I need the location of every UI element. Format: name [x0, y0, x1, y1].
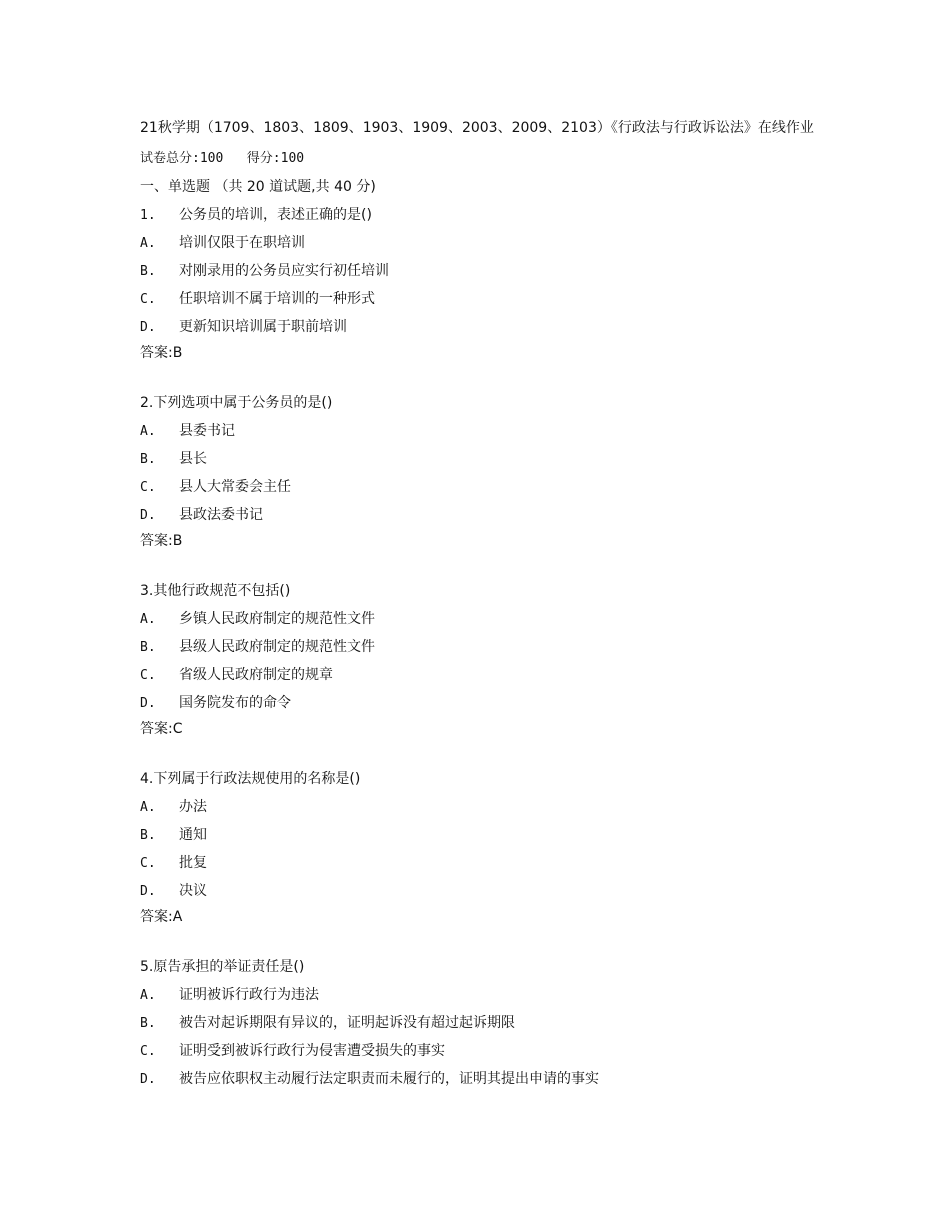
option-text: 培训仅限于在职培训	[179, 235, 305, 251]
option-letter: D.	[140, 508, 156, 523]
option-letter: A.	[140, 236, 156, 251]
option-text: 县委书记	[179, 423, 235, 439]
option-letter: C.	[140, 856, 156, 871]
option-letter: B.	[140, 1016, 156, 1031]
option-text: 证明受到被诉行政行为侵害遭受损失的事实	[179, 1043, 445, 1059]
question-number: 5.	[140, 959, 154, 975]
option-c	[140, 661, 820, 689]
option-letter: B.	[140, 264, 156, 279]
question-number: 2.	[140, 395, 154, 411]
option-text: 乡镇人民政府制定的规范性文件	[179, 611, 375, 627]
option-letter: D.	[140, 1072, 156, 1087]
option-text: 被告对起诉期限有异议的，证明起诉没有超过起诉期限	[179, 1015, 515, 1031]
option-letter: D.	[140, 696, 156, 711]
question-stem	[140, 765, 820, 793]
option-text: 省级人民政府制定的规章	[179, 667, 333, 683]
document-title: 21秋学期（1709、1803、1809、1903、1909、2003、2009、2103）《行政法与行政诉讼法》在线作业	[140, 120, 814, 136]
question-1	[140, 201, 820, 365]
option-letter: A.	[140, 424, 156, 439]
option-text: 批复	[179, 855, 207, 871]
option-d	[140, 877, 820, 905]
section-heading: 一、单选题 （共 20 道试题,共 40 分)	[140, 179, 376, 195]
option-text: 县政法委书记	[179, 507, 263, 523]
option-text: 更新知识培训属于职前培训	[179, 319, 347, 335]
answer-line: 答案:B	[140, 345, 183, 361]
question-stem	[140, 201, 820, 229]
option-letter: B.	[140, 640, 156, 655]
question-2	[140, 389, 820, 553]
option-letter: B.	[140, 452, 156, 467]
option-a	[140, 417, 820, 445]
option-d	[140, 689, 820, 717]
score-line: 试卷总分:100 得分:100	[140, 151, 305, 166]
answer-line: 答案:A	[140, 909, 183, 925]
question-stem	[140, 389, 820, 417]
option-d	[140, 501, 820, 529]
question-text: 公务员的培训，表述正确的是()	[179, 207, 372, 223]
question-number: 4.	[140, 771, 154, 787]
answer-line: 答案:C	[140, 721, 183, 737]
option-letter: A.	[140, 612, 156, 627]
option-d	[140, 1065, 820, 1093]
question-number: 3.	[140, 583, 154, 599]
option-b	[140, 633, 820, 661]
question-text: 原告承担的举证责任是()	[153, 959, 305, 975]
question-number: 1.	[140, 208, 156, 223]
option-letter: B.	[140, 828, 156, 843]
option-b	[140, 445, 820, 473]
option-letter: A.	[140, 988, 156, 1003]
option-letter: D.	[140, 884, 156, 899]
option-a	[140, 229, 820, 257]
option-a	[140, 605, 820, 633]
option-c	[140, 285, 820, 313]
option-letter: C.	[140, 480, 156, 495]
option-text: 县长	[179, 451, 207, 467]
option-c	[140, 1037, 820, 1065]
question-stem	[140, 577, 820, 605]
option-c	[140, 473, 820, 501]
option-b	[140, 1009, 820, 1037]
question-4	[140, 765, 820, 929]
option-text: 对刚录用的公务员应实行初任培训	[179, 263, 389, 279]
option-letter: C.	[140, 1044, 156, 1059]
question-text: 其他行政规范不包括()	[153, 583, 291, 599]
option-letter: C.	[140, 668, 156, 683]
option-text: 国务院发布的命令	[179, 695, 291, 711]
option-b	[140, 257, 820, 285]
option-b	[140, 821, 820, 849]
option-d	[140, 313, 820, 341]
option-text: 证明被诉行政行为违法	[179, 987, 319, 1003]
option-letter: C.	[140, 292, 156, 307]
question-5	[140, 953, 820, 1093]
option-text: 县人大常委会主任	[179, 479, 291, 495]
option-c	[140, 849, 820, 877]
option-a	[140, 793, 820, 821]
option-text: 办法	[179, 799, 207, 815]
option-text: 被告应依职权主动履行法定职责而未履行的，证明其提出申请的事实	[179, 1071, 599, 1087]
question-3	[140, 577, 820, 741]
option-letter: D.	[140, 320, 156, 335]
document-page	[140, 116, 820, 1093]
option-text: 通知	[179, 827, 207, 843]
option-text: 县级人民政府制定的规范性文件	[179, 639, 375, 655]
option-letter: A.	[140, 800, 156, 815]
option-text: 任职培训不属于培训的一种形式	[179, 291, 375, 307]
answer-line: 答案:B	[140, 533, 183, 549]
option-a	[140, 981, 820, 1009]
question-text: 下列属于行政法规使用的名称是()	[153, 771, 361, 787]
question-text: 下列选项中属于公务员的是()	[153, 395, 333, 411]
question-stem	[140, 953, 820, 981]
option-text: 决议	[179, 883, 207, 899]
